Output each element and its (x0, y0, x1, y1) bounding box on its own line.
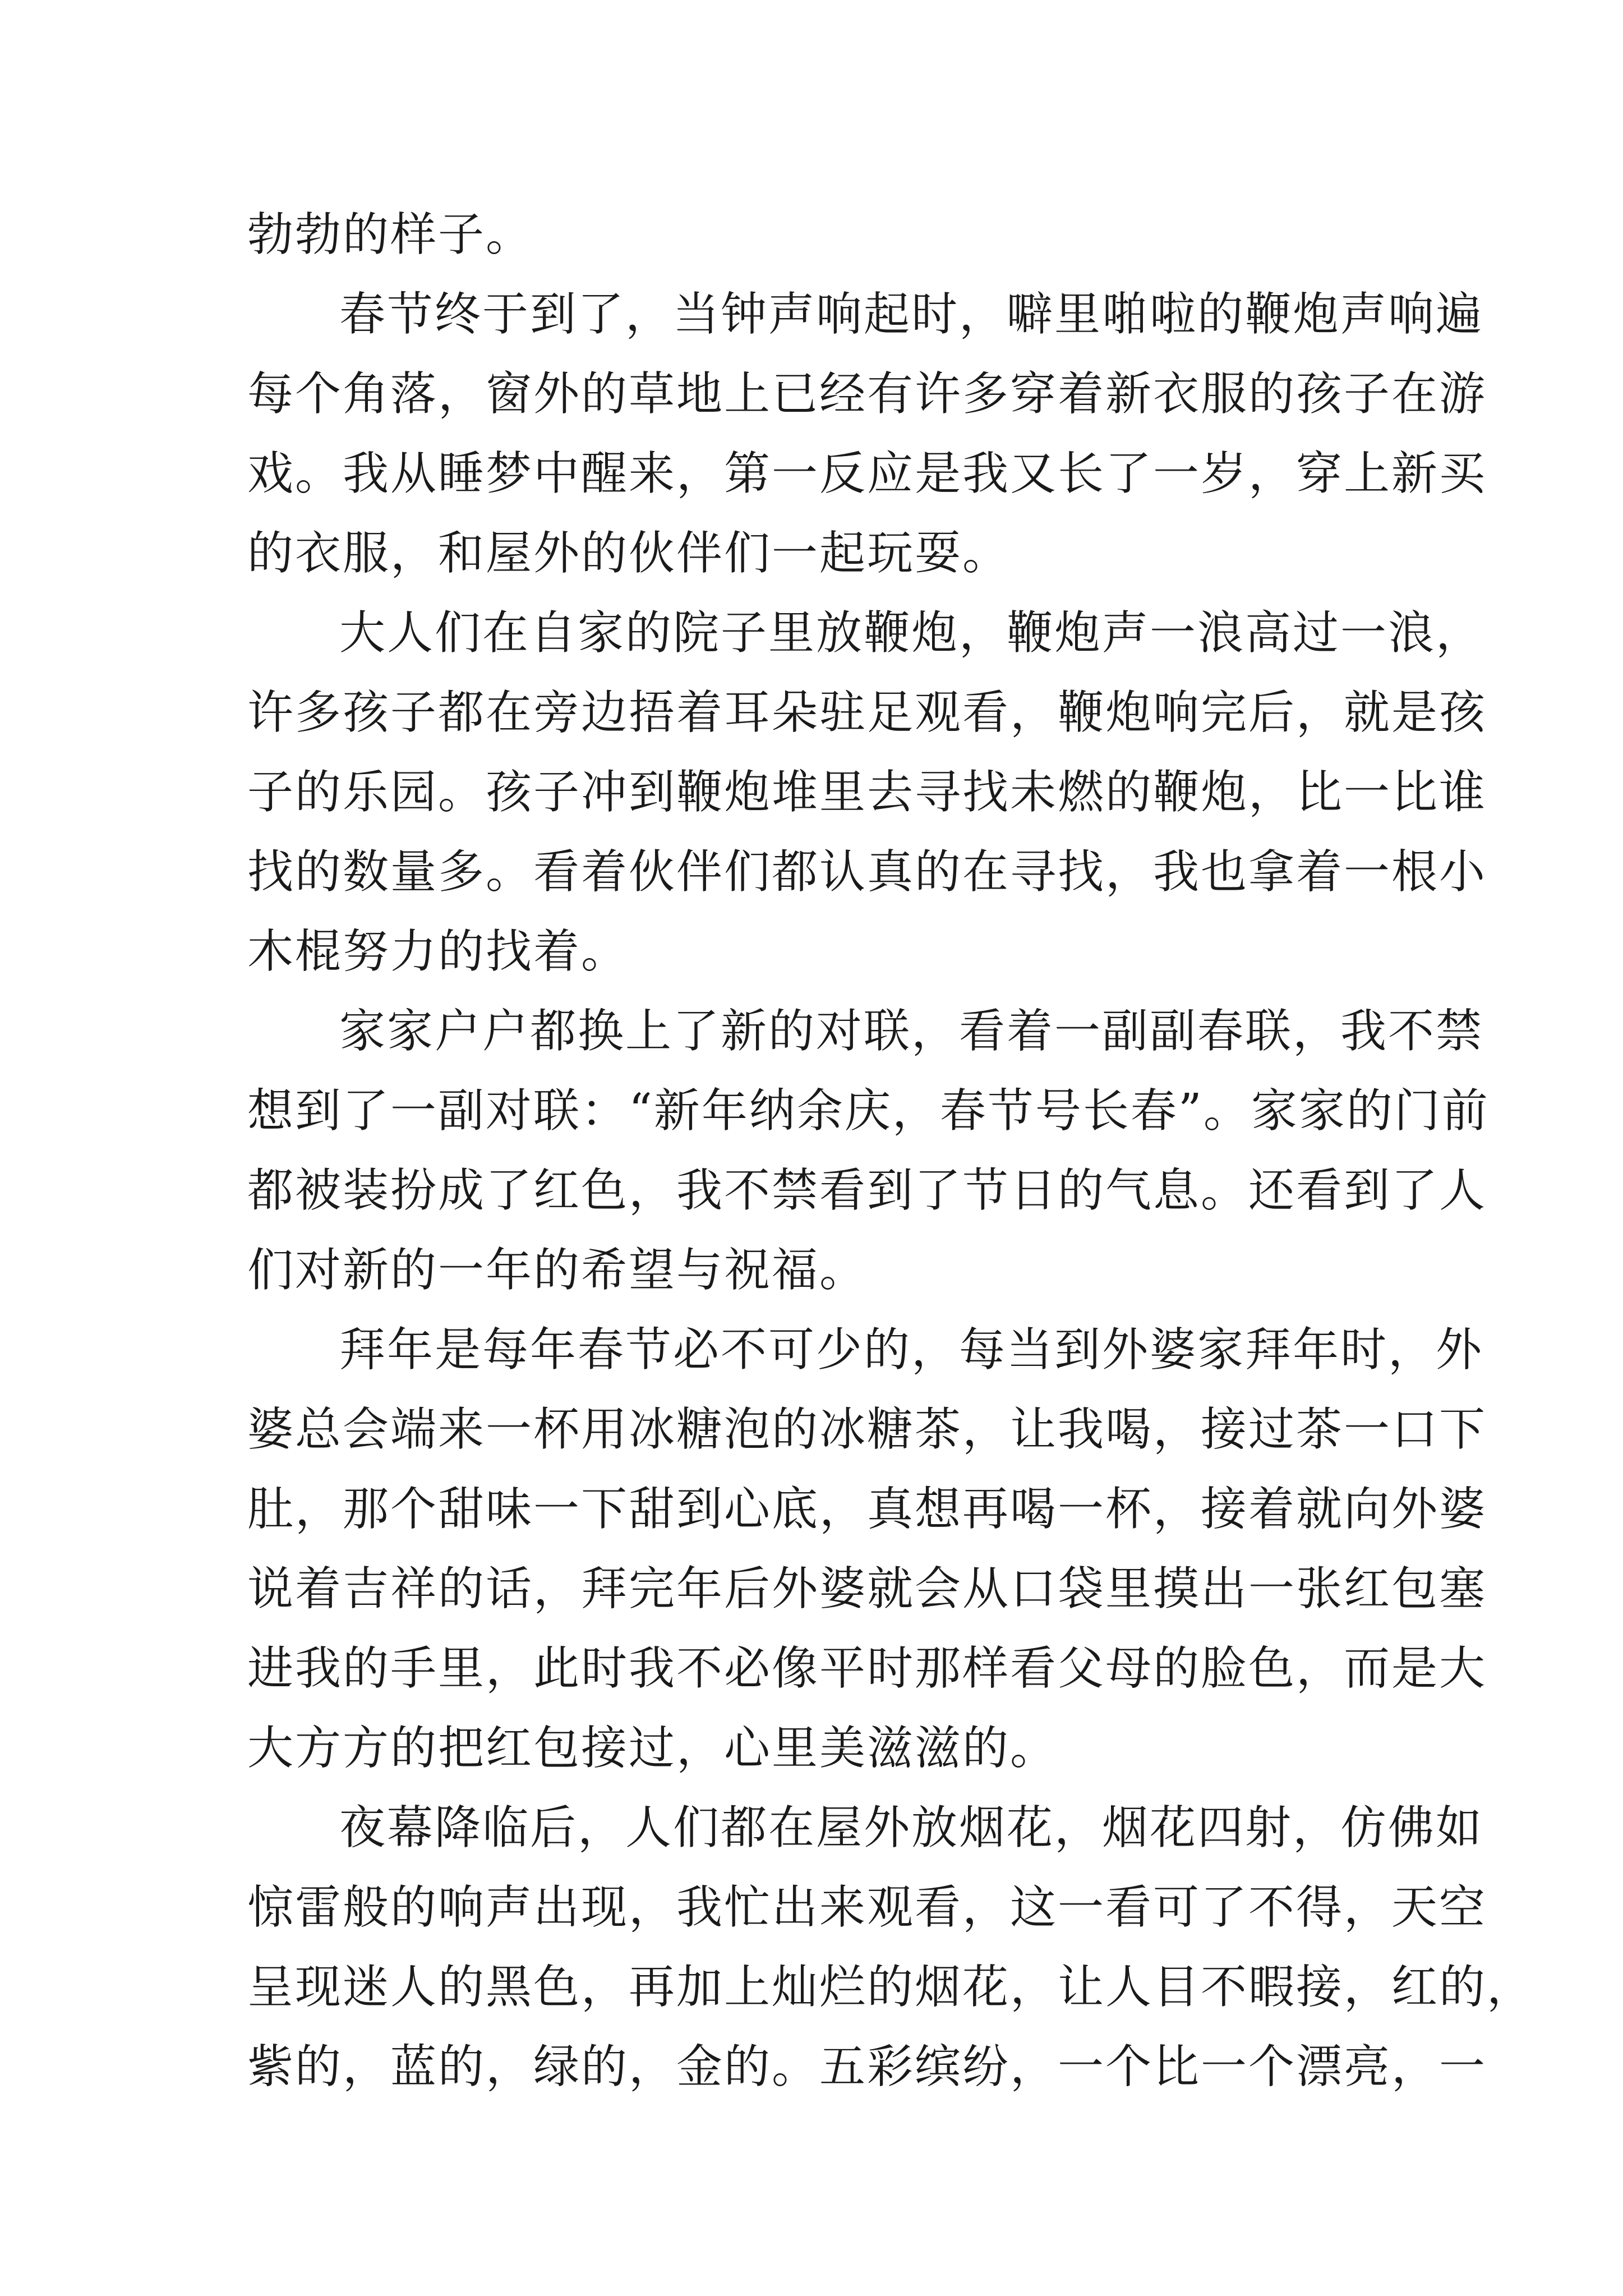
text-line: 紫的，蓝的，绿的，金的。五彩缤纷，一个比一个漂亮，一 (247, 2040, 1487, 2093)
body-text (247, 195, 1535, 2107)
text-line: 春节终于到了，当钟声响起时，噼里啪啦的鞭炮声响遍 (339, 288, 1484, 341)
paragraph (247, 593, 1487, 992)
paragraph (247, 195, 1380, 275)
text-line: 肚，那个甜味一下甜到心底，真想再喝一杯，接着就向外婆 (247, 1483, 1487, 1536)
text-line: 戏。我从睡梦中醒来，第一反应是我又长了一岁，穿上新买 (247, 447, 1487, 500)
text-line: 子的乐园。孩子冲到鞭炮堆里去寻找未燃的鞭炮，比一比谁 (247, 766, 1487, 819)
text-line: 大人们在自家的院子里放鞭炮，鞭炮声一浪高过一浪， (339, 606, 1484, 660)
paragraph (247, 1788, 1535, 2107)
text-line: 家家户户都换上了新的对联，看着一副副春联，我不禁 (339, 1005, 1484, 1058)
paragraph (247, 275, 1487, 593)
text-line: 说着吉祥的话，拜完年后外婆就会从口袋里摸出一张红包塞 (247, 1562, 1487, 1616)
text-line: 勃勃的样子。 (247, 208, 534, 261)
text-line: 每个角落，窗外的草地上已经有许多穿着新衣服的孩子在游 (247, 367, 1487, 421)
text-line: 的衣服，和屋外的伙伴们一起玩耍。 (247, 527, 1011, 580)
text-line: 拜年是每年春节必不可少的，每当到外婆家拜年时，外 (339, 1323, 1484, 1377)
text-line: 进我的手里，此时我不必像平时那样看父母的脸色，而是大 (247, 1642, 1487, 1695)
text-line: 许多孩子都在旁边捂着耳朵驻足观看，鞭炮响完后，就是孩 (247, 686, 1487, 739)
text-line: 惊雷般的响声出现，我忙出来观看，这一看可了不得，天空 (247, 1881, 1487, 1934)
paragraph (247, 992, 1490, 1310)
text-line: 呈现迷人的黑色，再加上灿烂的烟花，让人目不暇接，红的， (247, 1961, 1535, 2014)
text-line: 夜幕降临后，人们都在屋外放烟花，烟花四射，仿佛如 (339, 1801, 1484, 1855)
text-line: 婆总会端来一杯用冰糖泡的冰糖茶，让我喝，接过茶一口下 (247, 1403, 1487, 1456)
text-line: 都被装扮成了红色，我不禁看到了节日的气息。还看到了人 (247, 1164, 1487, 1217)
text-line: 大方方的把红包接过，心里美滋滋的。 (247, 1722, 1058, 1775)
text-line: 找的数量多。看着伙伴们都认真的在寻找，我也拿着一根小 (247, 845, 1487, 899)
text-line: 木棍努力的找着。 (247, 925, 629, 978)
text-line: 想到了一副对联：“新年纳余庆，春节号长春”。家家的门前 (247, 1084, 1490, 1138)
text-line: 们对新的一年的希望与祝福。 (247, 1244, 868, 1297)
paragraph (247, 1310, 1487, 1788)
